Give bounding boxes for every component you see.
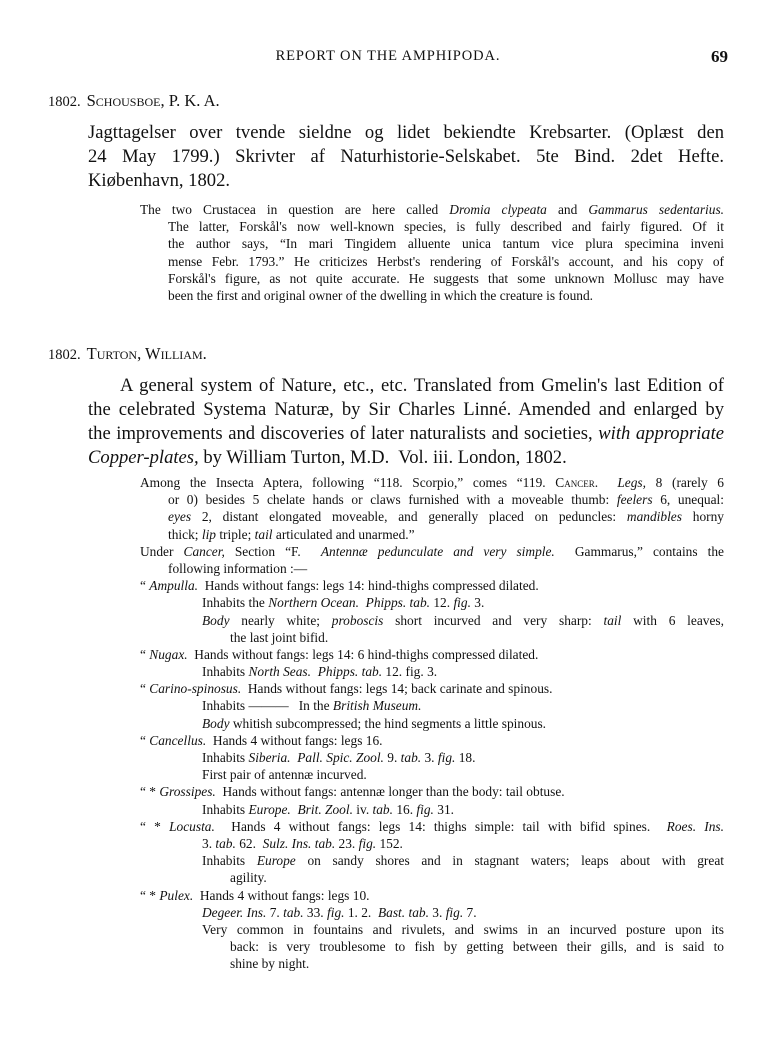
note-line: First pair of antennæ incurved. [202, 767, 367, 783]
citation-line: Kiøbenhavn, 1802. [88, 170, 231, 191]
note-line: the last joint bifid. [230, 629, 329, 645]
note-line: mense Febr. 1793.” He criticizes Herbst's rendering of Forskål's account, and his copy of [168, 253, 724, 269]
note-line: Body nearly white; proboscis short incurved and very sharp: tail with 6 leaves, [202, 612, 724, 628]
entry-year: 1802. [48, 347, 81, 363]
note-line: following information :— [168, 560, 308, 576]
citation-line: 24 May 1799.) Skrivter af Naturhistorie-Selskabet. 5te Bind. 2det Hefte. [88, 146, 724, 167]
note-line: eyes 2, distant elongated moveable, and generally placed on peduncles: mandibles horny [168, 509, 724, 525]
note-line: The two Crustacea in question are here called Dromia clypeata and Gammarus sedentarius. [140, 202, 725, 217]
citation-line: the improvements and discoveries of later naturalists and societies, with appropriate [88, 423, 725, 444]
note-line: Inhabits North Seas. Phipps. tab. 12. fig. 3. [202, 664, 438, 680]
note-line: The latter, Forskål's now well-known species, is fully described and fairly figured. Of it [168, 219, 724, 235]
note-line: shine by night. [230, 956, 310, 972]
entry-heading-schousboe [48, 91, 220, 111]
note-line: thick; lip triple; tail articulated and unarmed.” [168, 526, 415, 542]
page-number: 69 [711, 47, 728, 66]
citation-schousboe [88, 121, 724, 193]
species-grossipes: “ * Grossipes. Hands without fangs: antennæ longer than the body: tail obtuse. [140, 784, 565, 800]
species-ampulla: “ Ampulla. Hands without fangs: legs 14: hind-thighs compressed dilated. [140, 578, 539, 594]
note-line: or 0) besides 5 chelate hands or claws furnished with a moveable thumb: feelers 6, unequal: [168, 492, 724, 508]
species-carino-spinosus: “ Carino-spinosus. Hands without fangs: legs 14; back carinate and spinous. [140, 681, 553, 697]
species-locusta: “ * Locusta. Hands 4 without fangs: legs 14: thighs simple: tail with bifid spines. Roes. Ins. [140, 818, 724, 834]
entry-author: Turton, William. [86, 344, 207, 363]
note-schousboe [140, 201, 724, 304]
note-line: Very common in fountains and rivulets, and swims in an incurved posture upon its [202, 921, 724, 937]
species-pulex: “ * Pulex. Hands 4 without fangs: legs 10. [140, 887, 370, 903]
note-line: Inhabits Europe on sandy shores and in stagnant waters; leaps about with great [202, 853, 724, 869]
entry-year: 1802. [48, 94, 81, 110]
note-line: Inhabits Siberia. Pall. Spic. Zool. 9. tab. 3. fig. 18. [202, 750, 476, 765]
note-line: back: is very troublesome to fish by getting between their gills, and is said to [230, 939, 724, 955]
note-line: agility. [230, 870, 267, 886]
note-line: Under Cancer, Section “F. Antennæ pedunculate and very simple. Gammarus,” contains the [140, 543, 724, 559]
note-turton [140, 474, 724, 972]
note-line: been the first and original owner of the dwelling in which the creature is found. [168, 287, 594, 303]
note-line: Inhabits ——— In the British Museum. [202, 698, 422, 714]
note-line: Degeer. Ins. 7. tab. 33. fig. 1. 2. Bast. tab. 3. fig. 7. [202, 904, 477, 920]
citation-line: the celebrated Systema Naturæ, by Sir Charles Linné. Amended and enlarged by [88, 399, 724, 420]
species-cancellus: “ Cancellus. Hands 4 without fangs: legs 16. [140, 732, 383, 748]
citation-line: A general system of Nature, etc., etc. Translated from Gmelin's last Edition of [120, 375, 724, 396]
note-line: Body whitish subcompressed; the hind segments a little spinous. [202, 715, 547, 731]
citation-line: Copper-plates, by William Turton, M.D. Vol. iii. London, 1802. [88, 447, 567, 468]
running-header [0, 48, 776, 70]
note-line: 3. tab. 62. Sulz. Ins. tab. 23. fig. 152. [202, 835, 403, 851]
running-title: REPORT ON THE AMPHIPODA. [275, 48, 501, 64]
species-nugax: “ Nugax. Hands without fangs: legs 14: 6 hind-thighs compressed dilated. [140, 646, 539, 662]
note-line: Forskål's figure, as not quite accurate. He suggests that some unknown Mollusc may have [168, 270, 724, 286]
entry-author: Schousboe, P. K. A. [86, 91, 220, 110]
citation-line: Jagttagelser over tvende sieldne og lidet bekiendte Krebsarter. (Oplæst den [88, 122, 724, 143]
entry-heading-turton [48, 344, 207, 364]
citation-turton [88, 374, 724, 470]
note-line: the author says, “In mari Tingidem alluente unica tantum vice plura specimina inveni [168, 236, 724, 252]
note-line: Inhabits the Northern Ocean. Phipps. tab. 12. fig. 3. [202, 595, 485, 611]
note-line: Inhabits Europe. Brit. Zool. iv. tab. 16. fig. 31. [202, 801, 454, 817]
note-line: Among the Insecta Aptera, following “118. Scorpio,” comes “119. Cancer. Legs, 8 (rarely 6 [140, 475, 724, 490]
